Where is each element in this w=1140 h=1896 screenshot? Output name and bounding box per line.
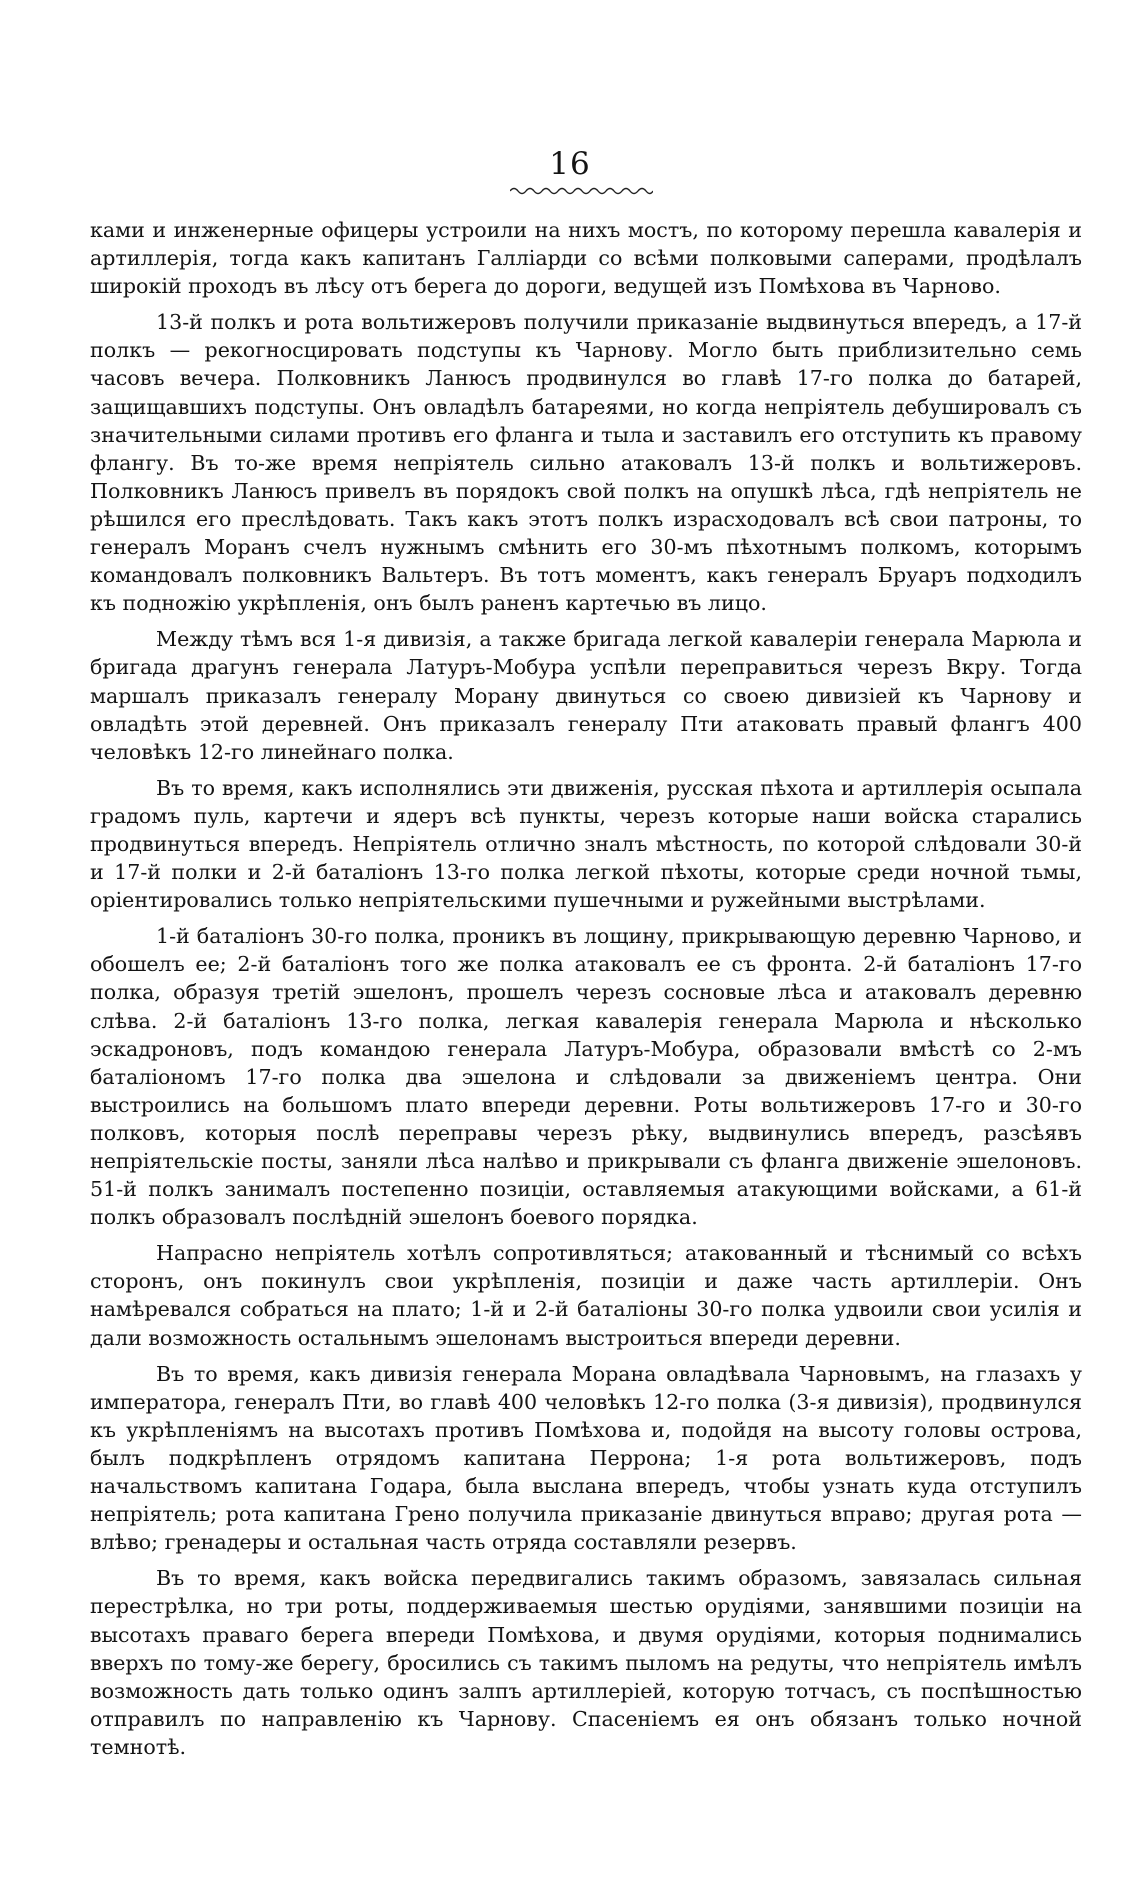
page-number: 16 [549, 146, 591, 182]
paragraph: Въ то время, какъ войска передвигались такимъ образомъ, завязалась сильная перестрѣлка, но три роты, поддерживаемыя шестью орудіями, занявшими позиціи на высотахъ праваго берега впереди Помѣхова, и двумя орудіями, которыя поднимались вверхъ по тому-же берегу, бросились съ такимъ пыломъ на редуты, что непріятель имѣлъ возможность дать только одинъ залпъ артиллеріей, которую тотчасъ, съ поспѣшностью отправилъ по направленію къ Чарнову. Спасеніемъ ея онъ обязанъ только ночной темнотѣ. [90, 1566, 1082, 1759]
paragraph: ками и инженерные офицеры устроили на нихъ мостъ, по которому перешла кавалерія и артиллерія, тогда какъ капитанъ Галліарди со всѣми полковыми саперами, продѣлалъ широкій проходъ въ лѣсу отъ берега до дороги, ведущей изъ Помѣхова въ Чарново. [90, 218, 1082, 299]
paragraph: Напрасно непріятель хотѣлъ сопротивляться; атакованный и тѣснимый со всѣхъ сторонъ, онъ покинулъ свои укрѣпленія, позиціи и даже часть артиллеріи. Онъ намѣревался собраться на плато; 1-й и 2-й баталіоны 30-го полка удвоили свои усилія и дали возможность остальнымъ эшелонамъ выстроиться впереди деревни. [90, 1241, 1082, 1350]
paragraph: Между тѣмъ вся 1-я дивизія, а также бригада легкой кавалеріи генерала Марюла и бригада драгунъ генерала Латуръ-Мобура успѣли переправиться черезъ Вкру. Тогда маршалъ приказалъ генералу Морану двинуться со своею дивизіей къ Чарнову и овладѣть этой деревней. Онъ приказалъ генералу Пти атаковать правый флангъ 400 человѣкъ 12-го линейнаго полка. [90, 627, 1082, 764]
wavy-ornament [510, 186, 653, 196]
paragraph: 13-й полкъ и рота вольтижеровъ получили приказаніе выдвинуться впередъ, а 17-й полкъ — рекогносцировать подступы къ Чарнову. Могло быть приблизительно семь часовъ вечера. Полковникъ Ланюсъ продвинулся во главѣ 17-го полка до батарей, защищавшихъ подступы. Онъ овладѣлъ батареями, но когда непріятель дебушировалъ съ значительными силами противъ его фланга и тыла и заставилъ его отступить къ правому флангу. Въ то-же время непріятель сильно атаковалъ 13-й полкъ и вольтижеровъ. Полковникъ Ланюсъ привелъ въ порядокъ свой полкъ на опушкѣ лѣса, гдѣ непріятель не рѣшился его преслѣдовать. Такъ какъ этотъ полкъ израсходовалъ всѣ свои патроны, то генералъ Моранъ счелъ нужнымъ смѣнить его 30-мъ пѣхотнымъ полкомъ, которымъ командовалъ полковникъ Вальтеръ. Въ тотъ моментъ, какъ генералъ Бруаръ подходилъ къ подножію укрѣпленія, онъ былъ раненъ картечью въ лицо. [90, 310, 1082, 616]
paragraph: Въ то время, какъ дивизія генерала Морана овладѣвала Чарновымъ, на глазахъ у императора, генералъ Пти, во главѣ 400 человѣкъ 12-го полка (3-я дивизія), продвинулся къ укрѣпленіямъ на высотахъ противъ Помѣхова и, подойдя на высоту головы острова, былъ подкрѣпленъ отрядомъ капитана Перрона; 1-я рота вольтижеровъ, подъ начальствомъ капитана Годара, была выслана впередъ, чтобы узнать куда отступилъ непріятель; рота капитана Грено получила приказаніе двинуться вправо; другая рота — влѣво; гренадеры и остальная часть отряда составляли резервъ. [90, 1361, 1082, 1555]
paragraph: Въ то время, какъ исполнялись эти движенія, русская пѣхота и артиллерія осыпала градомъ пуль, картечи и ядеръ всѣ пункты, черезъ которые наши войска старались продвинуться впередъ. Непріятель отлично зналъ мѣстность, по которой слѣдовали 30-й и 17-й полки и 2-й баталіонъ 13-го полка легкой пѣхоты, которые среди ночной тьмы, оріентировались только непріятельскими пушечными и ружейными выстрѣлами. [90, 775, 1082, 913]
paragraph: 1-й баталіонъ 30-го полка, проникъ въ лощину, прикрывающую деревню Чарново, и обошелъ ее; 2-й баталіонъ того же полка атаковалъ ее съ фронта. 2-й баталіонъ 17-го полка, образуя третій эшелонъ, прошелъ черезъ сосновые лѣса и атаковалъ деревню слѣва. 2-й баталіонъ 13-го полка, легкая кавалерія генерала Марюла и нѣсколько эскадроновъ, подъ командою генерала Латуръ-Мобура, образовали вмѣстѣ со 2-мъ баталіономъ 17-го полка два эшелона и слѣдовали за движеніемъ центра. Они выстроились на большомъ плато впереди деревни. Роты вольтижеровъ 17-го и 30-го полковъ, которыя послѣ переправы черезъ рѣку, выдвинулись впередъ, разсѣявъ непріятельскіе посты, заняли лѣса налѣво и прикрывали съ фланга движеніе эшелоновъ. 51-й полкъ занималъ постепенно позиціи, оставляемыя атакующими войсками, а 61-й полкъ образовалъ послѣдній эшелонъ боевого порядка. [90, 924, 1082, 1230]
body-text [90, 216, 1082, 1769]
